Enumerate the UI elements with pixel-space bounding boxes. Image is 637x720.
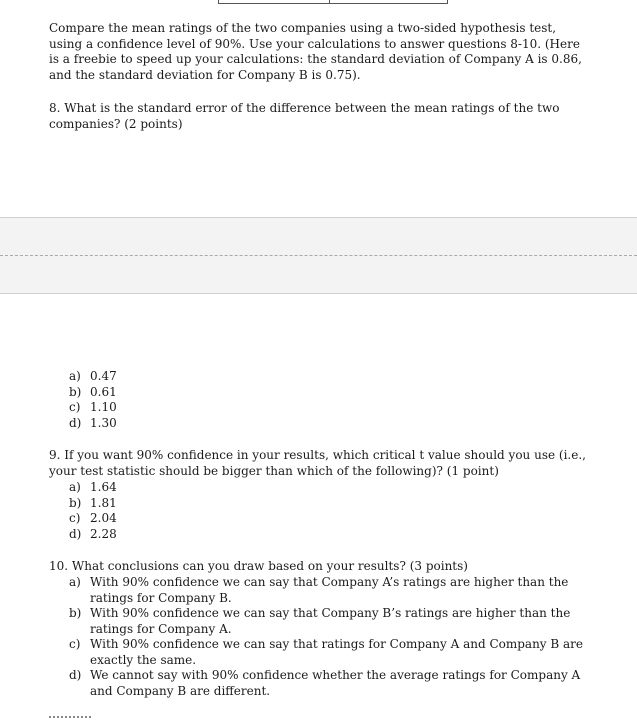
- option-9b: b) 1.81: [69, 495, 117, 510]
- table-cell-fragment: [266, 0, 282, 2]
- question-8-options: [69, 369, 117, 431]
- option-9c: c) 2.04: [69, 511, 117, 526]
- option-9a: a) 1.64: [69, 480, 117, 494]
- option-10d: d) We cannot say with 90% confidence whether the average ratings for Company A and Company B are different.: [69, 668, 581, 698]
- option-8d: d) 1.30: [69, 415, 117, 430]
- option-8b: b) 0.61: [69, 384, 117, 399]
- document-page-1: [0, 0, 637, 217]
- option-8c: c) 1.10: [69, 400, 117, 415]
- table-fragment: [218, 0, 448, 4]
- option-9d: d) 2.28: [69, 526, 117, 541]
- option-10b: b) With 90% confidence we can say that Company B’s ratings are higher than the ratings for Company A.: [69, 606, 571, 636]
- page-break-gap: [0, 217, 637, 294]
- question-10-text: 10. What conclusions can you draw based on your results? (3 points): [49, 559, 468, 573]
- question-9-options: [69, 480, 117, 542]
- table-cell-fragment: [377, 0, 393, 2]
- table-divider: [329, 0, 330, 4]
- option-10c: c) With 90% confidence we can say that ratings for Company A and Company B are exactly the same.: [69, 637, 584, 667]
- option-10a: a) With 90% confidence we can say that Company A’s ratings are higher than the ratings for Company B.: [69, 575, 569, 605]
- question-9-text: 9. If you want 90% confidence in your results, which critical t value should you use (i.e., your test statistic should be bigger than which of the following)? (1 point): [49, 448, 586, 478]
- option-8a: a) 0.47: [69, 369, 117, 383]
- question-10-options: [69, 575, 589, 699]
- question-8-text: 8. What is the standard error of the difference between the mean ratings of the two companies? (2 points): [49, 101, 560, 131]
- instructions-paragraph: Compare the mean ratings of the two companies using a two-sided hypothesis test, using a confidence level of 90%. Use your calculations to answer questions 8-10. (Here is a freebie to speed up your calculations: the standard deviation of Company A is 0.86, and the standard deviation for Company B is 0.75).: [49, 21, 582, 82]
- page-break-line: [0, 255, 637, 256]
- cut-off-text-fragment: [49, 716, 109, 720]
